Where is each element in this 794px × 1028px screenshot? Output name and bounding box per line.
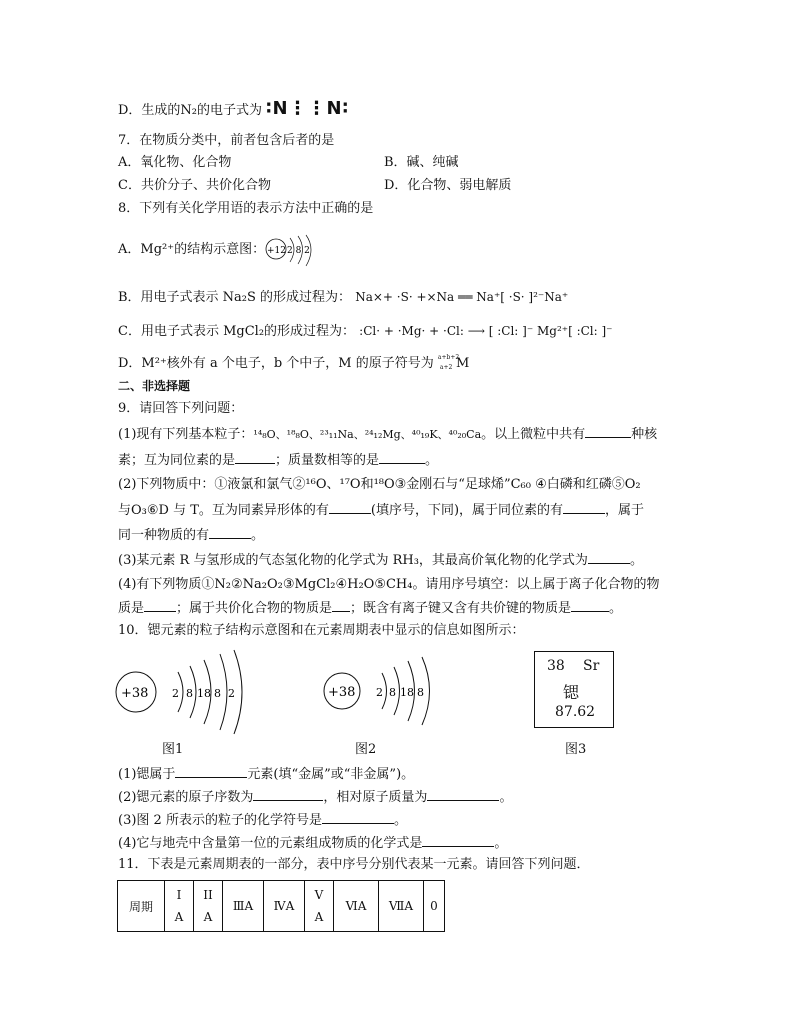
header-group-7a: ⅦA xyxy=(379,881,424,932)
q9-p4-text4: 。 xyxy=(609,601,623,616)
q9-part2-line2 xyxy=(118,500,644,520)
atomic-mass: 87.62 xyxy=(555,704,596,720)
answer-blank-mass-number[interactable] xyxy=(379,450,425,464)
q9-p1-text4: 素；互为同位素的是 xyxy=(118,453,236,468)
q7-option-c: C．共价分子、共价化合物 xyxy=(118,178,271,193)
header-group-6a: ⅥA xyxy=(334,881,379,932)
element-name: 锶 xyxy=(563,683,580,702)
q10-part1 xyxy=(118,764,414,784)
answer-blank-nuclide-count[interactable] xyxy=(585,424,631,438)
q8-option-b xyxy=(118,288,568,307)
fig1-shell-4: 8 xyxy=(214,687,221,700)
fig2-nucleus: +38 xyxy=(328,685,356,700)
atomic-symbol: M xyxy=(456,356,470,371)
header-group-1a: I A xyxy=(165,881,194,932)
na2s-formation: Na×+ ·S· +×Na ══ Na⁺[ ·S· ]²⁻Na⁺ xyxy=(355,290,569,304)
fig2-shell-2: 8 xyxy=(389,686,396,699)
q8-stem: 8．下列有关化学用语的表示方法中正确的是 xyxy=(118,201,374,216)
answer-blank-atomic-number[interactable] xyxy=(253,787,323,801)
q9-p1-text2: 。以上微粒中共有 xyxy=(481,427,586,442)
q10-p2-text2: ，相对原子质量为 xyxy=(323,790,428,805)
fig1-shell-5: 2 xyxy=(228,687,235,700)
q10-stem: 10．锶元素的粒子结构示意图和在元素周期表中显示的信息如图所示： xyxy=(118,623,525,638)
section-title: 二、非选择题 xyxy=(118,379,191,393)
fig3-caption: 图3 xyxy=(565,742,587,757)
atomic-symbol-indices: a+b+2 a+2 xyxy=(437,354,460,371)
q7-option-b: B．碱、纯碱 xyxy=(384,155,459,170)
q9-p1-text: (1)现有下列基本粒子： xyxy=(118,427,254,442)
q8-option-d xyxy=(118,353,469,373)
fig1-nucleus: +38 xyxy=(121,686,149,701)
particle-list: ¹⁴₈O、¹⁸₈O、²³₁₁Na、²⁴₁₂Mg、⁴⁰₁₉K、⁴⁰₂₀Ca xyxy=(253,428,482,441)
fig2-shell-4: 8 xyxy=(417,686,424,699)
q9-part1-line2 xyxy=(118,450,438,470)
q9-part4-line2 xyxy=(118,598,622,618)
q7-option-d: D．化合物、弱电解质 xyxy=(384,178,512,193)
q8-option-c xyxy=(118,322,613,341)
header-group-3a: ⅢA xyxy=(223,881,264,932)
q9-p4-text2: ；属于共价化合物的物质是 xyxy=(176,601,333,616)
answer-blank-ion-symbol[interactable] xyxy=(322,810,394,824)
q9-part3 xyxy=(118,550,643,570)
q8-option-c-text: C．用电子式表示 MgCl₂的形成过程为： xyxy=(118,324,356,339)
q9-p2-text4: 同一种物质的有 xyxy=(118,528,210,543)
q7-option-a: A．氧化物、化合物 xyxy=(118,155,232,170)
periodic-table-fragment xyxy=(117,880,445,932)
q6-option-d xyxy=(118,100,349,120)
header-group-4a: ⅣA xyxy=(264,881,305,932)
q9-p4-text3: ；既含有离子键又含有共价键的物质是 xyxy=(350,601,572,616)
q9-p3-text: (3)某元素 R 与氢形成的气态氢化物的化学式为 RH₃，其最高价氧化物的化学式为 xyxy=(118,553,588,568)
fig1-shell-1: 2 xyxy=(172,687,179,700)
answer-blank-isotopes-2[interactable] xyxy=(563,500,605,514)
q10-p1-text: (1)锶属于 xyxy=(118,767,176,782)
q9-p1-text3: 种核 xyxy=(631,427,658,442)
q9-stem: 9．请回答下列问题： xyxy=(118,401,244,416)
q9-p2-text3: ，属于 xyxy=(605,503,645,518)
fig2-shell-1: 2 xyxy=(376,686,383,699)
header-group-5a: V A xyxy=(305,881,334,932)
q9-part2-line1: (2)下列物质中：①液氯和氯气②¹⁶O、¹⁷O和¹⁸O③金刚石与“足球烯”C₆₀ ④白磷和红磷⑤O₂ xyxy=(118,477,641,492)
fig2-shell-3: 18 xyxy=(400,686,414,699)
q10-p2-text: (2)锶元素的原子序数为 xyxy=(118,790,254,805)
q10-p2-text3: 。 xyxy=(499,790,513,805)
answer-blank-allotropes[interactable] xyxy=(329,500,371,514)
answer-blank-same-substance[interactable] xyxy=(209,525,251,539)
q10-part3 xyxy=(118,810,407,830)
atomic-number: 38 xyxy=(547,658,565,674)
q9-p1-text5: ；质量数相等的是 xyxy=(275,453,380,468)
answer-blank-ionic[interactable] xyxy=(144,598,176,612)
mg-shell-label: 2 8 2 xyxy=(287,246,310,256)
q8-option-a-text: A．Mg²⁺的结构示意图： xyxy=(118,242,266,257)
q9-p2-text2: (填序号，下同)，属于同位素的有 xyxy=(370,503,564,518)
q8-option-d-text: D．M²⁺核外有 a 个电子，b 个中子，M 的原子符号为 xyxy=(118,356,434,371)
answer-blank-oxide-formula[interactable] xyxy=(588,550,630,564)
q10-p4-text2: 。 xyxy=(494,836,508,851)
answer-blank-compound-formula[interactable] xyxy=(422,833,494,847)
q9-p1-text6: 。 xyxy=(425,453,439,468)
answer-blank-covalent[interactable] xyxy=(332,598,350,612)
q9-part1-line1 xyxy=(118,424,657,444)
header-group-2a: II A xyxy=(194,881,223,932)
q10-part4 xyxy=(118,833,507,853)
fig1-shell-3: 18 xyxy=(197,687,211,700)
q9-p3-text2: 。 xyxy=(629,553,643,568)
q10-part2 xyxy=(118,787,512,807)
fig1-caption: 图1 xyxy=(162,742,184,757)
mg-nucleus-label: +12 xyxy=(267,246,286,256)
header-period: 周期 xyxy=(118,881,165,932)
fig1-shell-2: 8 xyxy=(186,687,193,700)
sr-atom-structure-fig1 xyxy=(112,648,262,738)
answer-blank-metal-type[interactable] xyxy=(175,764,247,778)
mgcl2-formation: :Cl· + ·Mg· + ·Cl: ⟶ [ :Cl: ]⁻ Mg²⁺[ :Cl: ]⁻ xyxy=(359,324,613,338)
q9-p4-text: 质是 xyxy=(118,601,145,616)
table-header-row xyxy=(118,881,445,932)
q10-p3-text: (3)图 2 所表示的粒子的化学符号是 xyxy=(118,813,322,828)
q9-part4-line1: (4)有下列物质①N₂②Na₂O₂③MgCl₂④H₂O⑤CH₄。请用序号填空：以上属于离子化合物的物 xyxy=(118,577,660,592)
element-symbol: Sr xyxy=(583,658,600,674)
answer-blank-both-bonds[interactable] xyxy=(571,598,609,612)
q11-stem: 11．下表是元素周期表的一部分，表中序号分别代表某一元素。请回答下列问题． xyxy=(118,857,590,872)
q8-option-b-text: B．用电子式表示 Na₂S 的形成过程为： xyxy=(118,290,352,305)
q10-p3-text2: 。 xyxy=(393,813,407,828)
header-group-0: 0 xyxy=(424,881,445,932)
q9-p2-text: 与O₃⑥D 与 T。互为同素异形体的有 xyxy=(118,503,329,518)
q9-p2-text5: 。 xyxy=(251,528,265,543)
q9-part2-line3 xyxy=(118,525,264,545)
q7-stem: 7．在物质分类中，前者包含后者的是 xyxy=(118,133,335,148)
mg-ion-structure-diagram xyxy=(262,232,324,272)
answer-blank-atomic-mass[interactable] xyxy=(427,787,499,801)
q10-p4-text: (4)它与地壳中含量第一位的元素组成物质的化学式是 xyxy=(118,836,423,851)
fig2-caption: 图2 xyxy=(355,742,377,757)
q6-option-d-text: D．生成的N₂的电子式为 xyxy=(118,103,263,118)
periodic-element-cell xyxy=(534,651,614,728)
q10-p1-text2: 元素(填“金属”或“非金属”)。 xyxy=(247,767,415,782)
sr-ion-structure-fig2 xyxy=(322,653,442,733)
answer-blank-isotopes[interactable] xyxy=(235,450,275,464)
q8-option-a xyxy=(118,241,265,259)
n2-electron-formula: ∶N⋮⋮N∶ xyxy=(266,98,349,119)
